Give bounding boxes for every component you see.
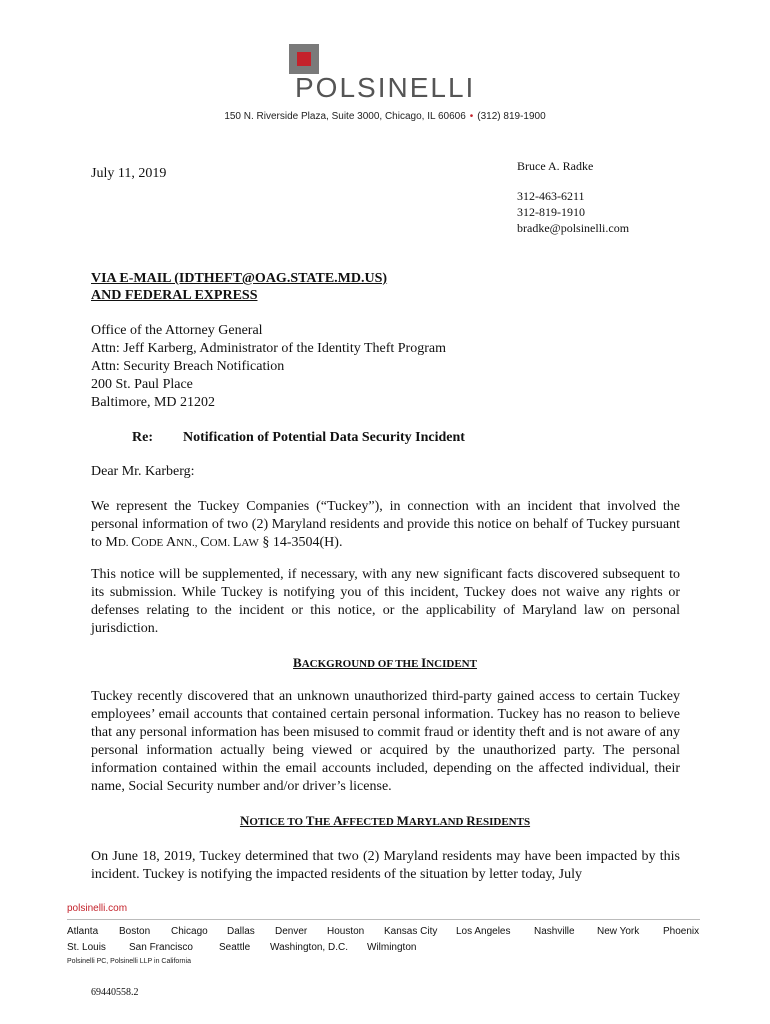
city: Chicago — [171, 926, 208, 937]
paragraph-4: On June 18, 2019, Tuckey determined that two (2) Maryland residents may have been impacted by this incident. Tuckey is notifying the impacted residents of the situation by letter today, July — [91, 849, 680, 882]
city: Kansas City — [384, 926, 438, 937]
statute-section: § 14-3504(H). — [258, 535, 343, 550]
city: Phoenix — [663, 926, 700, 937]
statute-citation: MD. CODE ANN., COM. LAW — [105, 535, 259, 550]
city: Dallas — [227, 926, 255, 937]
city: San Francisco — [129, 942, 193, 953]
salutation: Dear Mr. Karberg: — [91, 464, 195, 479]
bullet-separator: • — [469, 111, 474, 122]
firm-phone: (312) 819-1900 — [477, 111, 546, 122]
letterhead-address — [0, 111, 770, 122]
city: Denver — [275, 926, 308, 937]
logo-mark-icon — [289, 44, 319, 74]
logo-mark-red-square — [297, 52, 311, 66]
sender-name: Bruce A. Radke — [517, 159, 594, 173]
sender-block — [517, 158, 629, 236]
sender-phone-2: 312-819-1910 — [517, 205, 585, 219]
recipient-line: Office of the Attorney General — [91, 323, 263, 338]
city: New York — [597, 926, 640, 937]
re-subject: Notification of Potential Data Security Incident — [183, 430, 465, 445]
re-label: Re: — [132, 430, 153, 445]
paragraph-1-text: We represent the Tuckey Companies (“Tuckey”), in connection with an incident that involved the personal information of two (2) Maryland residents and provide this notice on behalf of Tuckey pursuant to — [91, 499, 680, 550]
recipient-line: Attn: Jeff Karberg, Administrator of the Identity Theft Program — [91, 341, 446, 356]
recipient-line: Baltimore, MD 21202 — [91, 395, 216, 410]
recipient-line: 200 St. Paul Place — [91, 377, 193, 392]
sender-phone-1: 312-463-6211 — [517, 189, 585, 203]
letter-date: July 11, 2019 — [91, 166, 167, 181]
recipient-address — [91, 322, 446, 412]
footer-firm-note: Polsinelli PC, Polsinelli LLP in California — [67, 958, 191, 965]
recipient-line: Attn: Security Breach Notification — [91, 359, 285, 374]
city: Atlanta — [67, 926, 99, 937]
paragraph-1 — [91, 498, 680, 552]
sender-email: bradke@polsinelli.com — [517, 221, 630, 235]
paragraph-2: This notice will be supplemented, if necessary, with any new significant facts discovered subsequent to its submission. While Tuckey is notifying you of this incident, Tuckey does not waive any rights or defenses relating to the incident or this notice, or the applicability of Maryland law on personal jurisdiction. — [91, 567, 680, 636]
subject-line — [132, 430, 465, 446]
address-text: 150 N. Riverside Plaza, Suite 3000, Chicago, IL 60606 — [224, 111, 466, 122]
footer-website-link[interactable]: polsinelli.com — [67, 903, 128, 914]
city: St. Louis — [67, 942, 106, 953]
city: Los Angeles — [456, 926, 511, 937]
delivery-line-2: AND FEDERAL EXPRESS — [91, 288, 258, 303]
paragraph-3: Tuckey recently discovered that an unknown unauthorized third-party gained access to certain Tuckey employees’ email accounts that contained certain personal information. Tuckey has no reason to believe that any personal information has been misused to commit fraud or identity theft and is not aware of any personal information actually being viewed or acquired by the unauthorized party. The personal information contained within the email accounts included, depending on the affected individual, their name, Social Security number and/or driver’s license. — [91, 689, 680, 794]
section-heading-background: BACKGROUND OF THE INCIDENT — [293, 655, 477, 670]
city: Boston — [119, 926, 151, 937]
city: Houston — [327, 926, 365, 937]
section-heading-notice: NOTICE TO THE AFFECTED MARYLAND RESIDENTS — [239, 813, 531, 828]
firm-logo — [289, 44, 489, 104]
city: Seattle — [219, 942, 251, 953]
city: Nashville — [534, 926, 575, 937]
footer-divider — [67, 919, 700, 920]
document-number: 69440558.2 — [91, 987, 139, 998]
delivery-line-1: VIA E-MAIL (IDTHEFT@OAG.STATE.MD.US) — [91, 271, 388, 286]
city: Wilmington — [367, 942, 417, 953]
firm-name: POLSINELLI — [295, 72, 476, 103]
city: Washington, D.C. — [270, 942, 348, 953]
delivery-method — [91, 270, 387, 304]
